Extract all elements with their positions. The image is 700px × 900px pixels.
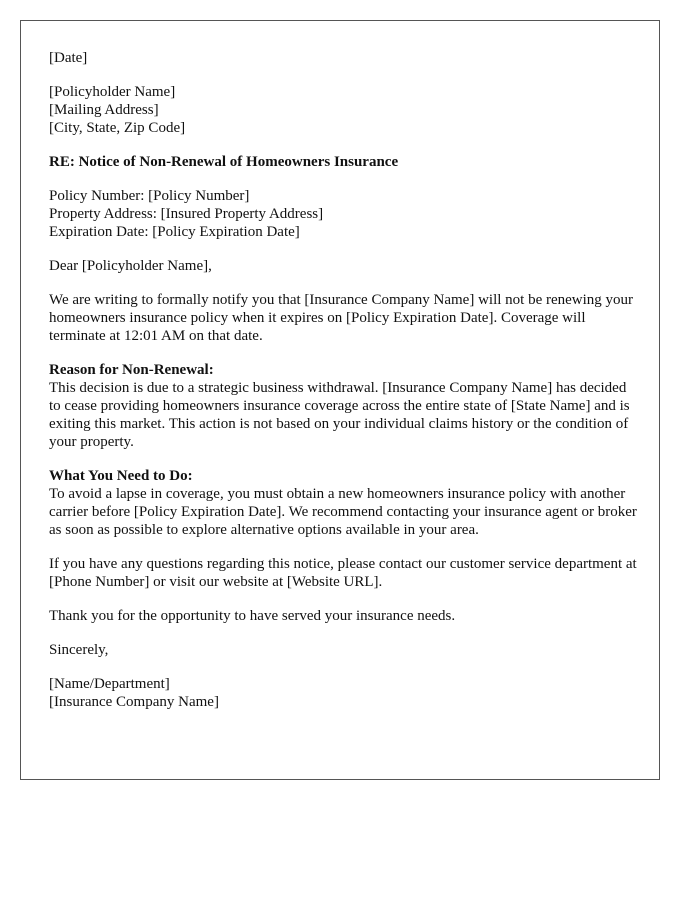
reason-heading: Reason for Non-Renewal: (49, 362, 214, 378)
letter-page (20, 20, 660, 780)
recipient-city-state-zip: [City, State, Zip Code] (49, 120, 186, 136)
policy-number: Policy Number: [Policy Number] (49, 188, 250, 204)
contact-paragraph: If you have any questions regarding this notice, please contact our customer service department at [Phone Number] or visit our website at [Website URL]. (49, 556, 637, 590)
letter-body (49, 49, 639, 727)
reason-text: This decision is due to a strategic business withdrawal. [Insurance Company Name] has decided to cease providing homeowners insurance coverage across the entire state of [State Name] and is exiting this market. This action is not based on your individual claims history or the condition of your property. (49, 380, 630, 450)
closing: Sincerely, (49, 642, 109, 658)
signature-block (49, 675, 639, 711)
reason-section (49, 361, 639, 451)
recipient-block (49, 83, 639, 137)
signature-company: [Insurance Company Name] (49, 694, 219, 710)
letter-date: [Date] (49, 50, 88, 66)
action-text: To avoid a lapse in coverage, you must obtain a new homeowners insurance policy with another carrier before [Policy Expiration Date]. We recommend contacting your insurance agent or broker as soon as possible to explore alternative options available in your area. (49, 486, 637, 538)
salutation: Dear [Policyholder Name], (49, 258, 212, 274)
intro-paragraph: We are writing to formally notify you that [Insurance Company Name] will not be renewing your homeowners insurance policy when it expires on [Policy Expiration Date]. Coverage will terminate at 12:01 AM on that date. (49, 292, 634, 344)
expiration-date: Expiration Date: [Policy Expiration Date] (49, 224, 300, 240)
signature-name: [Name/Department] (49, 676, 170, 692)
policy-details (49, 187, 639, 241)
action-heading: What You Need to Do: (49, 468, 193, 484)
action-section (49, 467, 639, 539)
thanks-paragraph: Thank you for the opportunity to have served your insurance needs. (49, 608, 456, 624)
recipient-name: [Policyholder Name] (49, 84, 176, 100)
property-address: Property Address: [Insured Property Address] (49, 206, 324, 222)
subject-line: RE: Notice of Non-Renewal of Homeowners Insurance (49, 154, 399, 170)
recipient-address: [Mailing Address] (49, 102, 159, 118)
